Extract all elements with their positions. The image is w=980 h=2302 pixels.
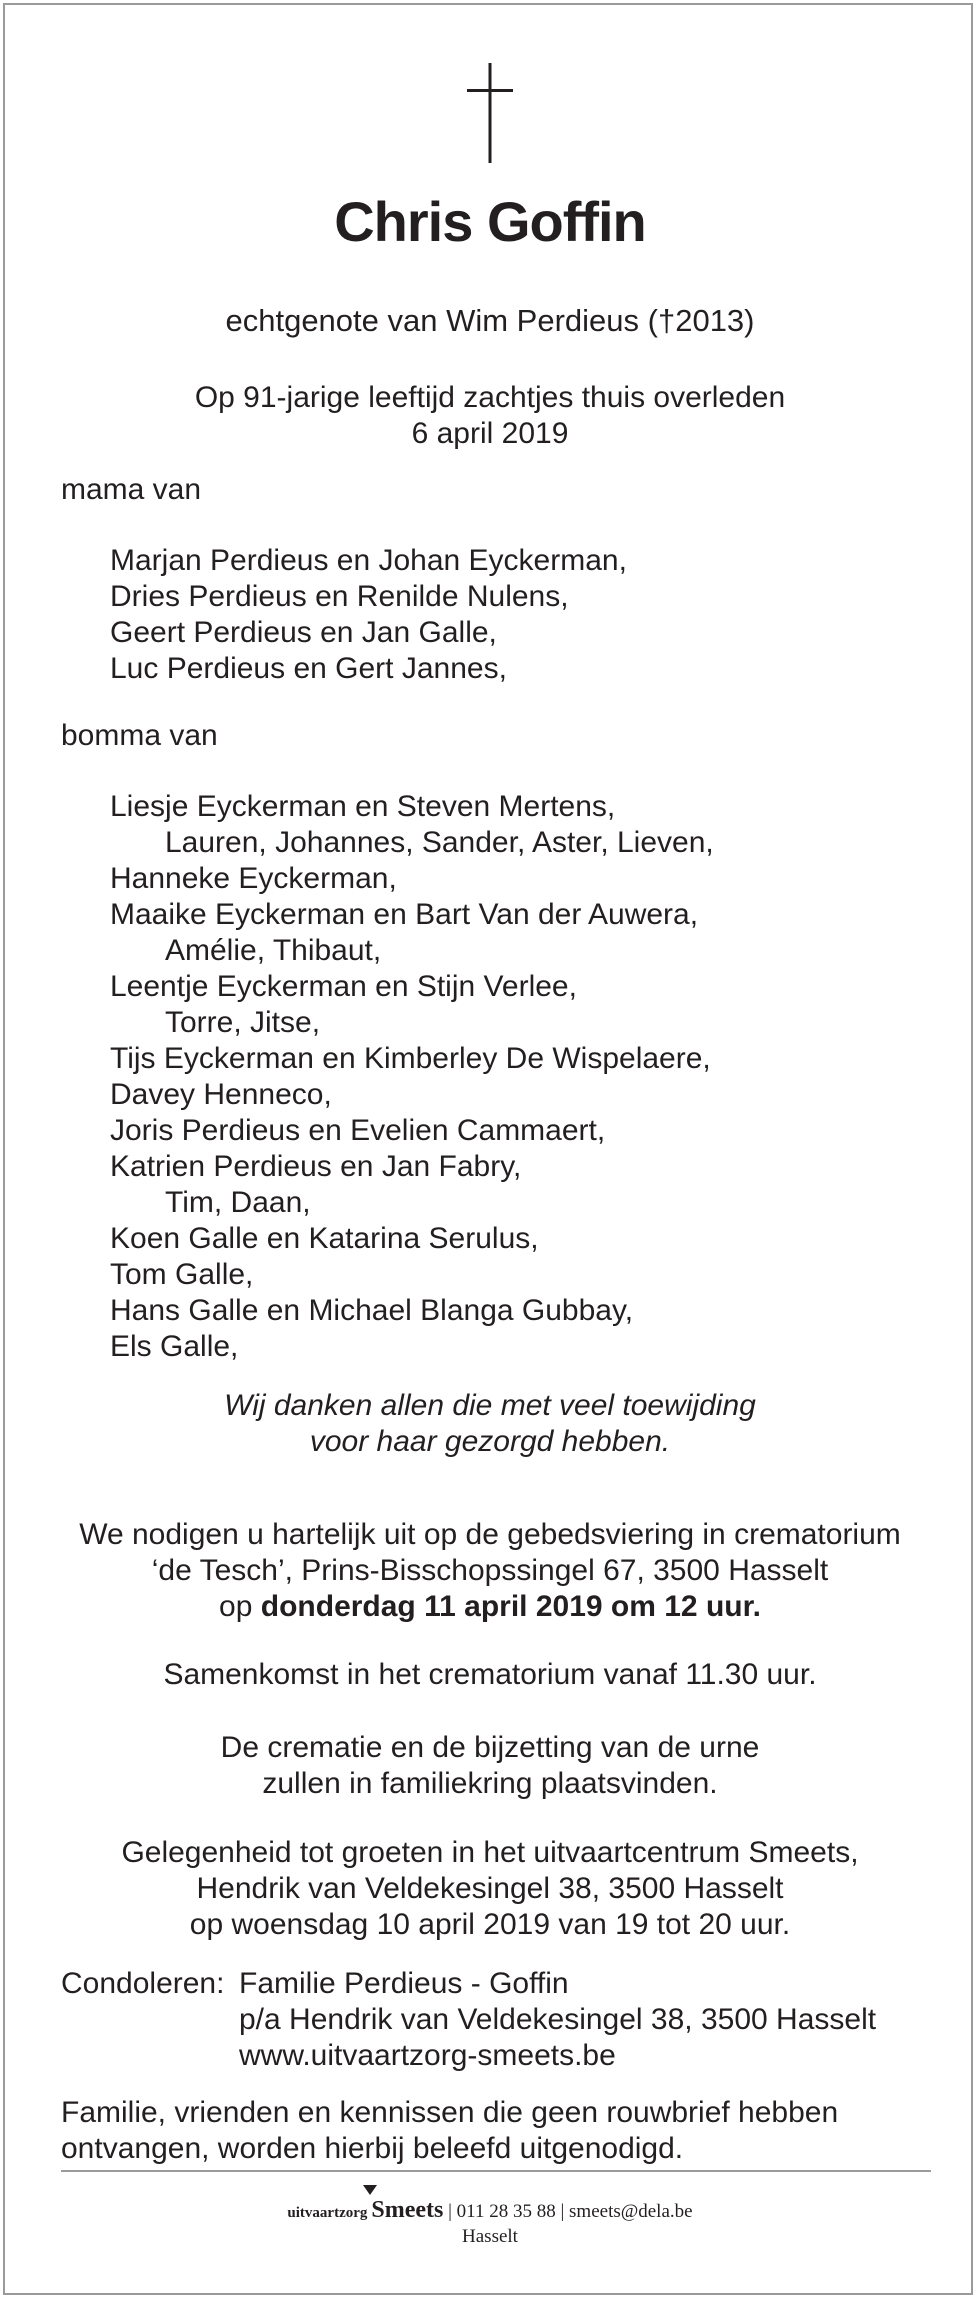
list-item: Leentje Eyckerman en Stijn Verlee, <box>110 970 577 1003</box>
visitation-line-1: Gelegenheid tot groeten in het uitvaartcentrum Smeets, <box>121 1836 859 1869</box>
list-item: Marjan Perdieus en Johan Eyckerman, <box>110 544 627 577</box>
list-item: Dries Perdieus en Renilde Nulens, <box>110 580 569 613</box>
death-line-1: Op 91-jarige leeftijd zachtjes thuis overleden <box>194 381 786 414</box>
cremation-line-2: zullen in familiekring plaatsvinden. <box>262 1767 718 1800</box>
ceremony-line-1: We nodigen u hartelijk uit op de gebedsviering in crematorium <box>79 1518 901 1551</box>
list-item: Davey Henneco, <box>110 1078 332 1111</box>
closing-line-2: ontvangen, worden hierbij beleefd uitgenodigd. <box>61 2132 684 2165</box>
death-date: 6 april 2019 <box>411 417 569 450</box>
list-item: Tim, Daan, <box>165 1186 311 1219</box>
list-item: Liesje Eyckerman en Steven Mertens, <box>110 790 616 823</box>
list-item: Hanneke Eyckerman, <box>110 862 397 895</box>
visitation-line-3: op woensdag 10 april 2019 van 19 tot 20 uur. <box>189 1908 791 1941</box>
list-item: Geert Perdieus en Jan Galle, <box>110 616 497 649</box>
ceremony-date: donderdag 11 april 2019 om 12 uur. <box>260 1590 761 1623</box>
thanks-line-2: voor haar gezorgd hebben. <box>309 1425 671 1458</box>
deceased-name: Chris Goffin <box>334 190 646 253</box>
obituary-card <box>3 3 973 2295</box>
ceremony-line-2: ‘de Tesch’, Prins-Bisschopssingel 67, 3500 Hasselt <box>151 1554 829 1587</box>
footer-contact: | 011 28 35 88 | smeets@dela.be <box>443 2201 693 2222</box>
brand-logo <box>287 2197 443 2224</box>
list-item: Amélie, Thibaut, <box>165 934 382 967</box>
condolences-website: www.uitvaartzorg-smeets.be <box>239 2039 616 2072</box>
list-item: Els Galle, <box>110 1330 239 1363</box>
thanks-line-1: Wij danken allen die met veel toewijding <box>224 1389 756 1422</box>
list-item: Torre, Jitse, <box>165 1006 321 1039</box>
list-item: Koen Galle en Katarina Serulus, <box>110 1222 539 1255</box>
grandchildren-list <box>110 789 714 1365</box>
footer-divider <box>61 2170 931 2172</box>
list-item: Hans Galle en Michael Blanga Gubbay, <box>110 1294 634 1327</box>
ceremony-date-prefix: op <box>219 1590 261 1623</box>
triangle-icon <box>363 2185 377 2195</box>
gathering-line: Samenkomst in het crematorium vanaf 11.30 uur. <box>163 1658 817 1691</box>
visitation-line-2: Hendrik van Veldekesingel 38, 3500 Hasselt <box>196 1872 784 1905</box>
ceremony-date-line <box>5 1588 975 1626</box>
brand-name: Smeets <box>371 2197 444 2223</box>
list-item: Katrien Perdieus en Jan Fabry, <box>110 1150 522 1183</box>
condolences-label: Condoleren: <box>61 1967 225 2000</box>
list-item: Joris Perdieus en Evelien Cammaert, <box>110 1114 606 1147</box>
list-item: Lauren, Johannes, Sander, Aster, Lieven, <box>165 826 714 859</box>
cremation-line-1: De crematie en de bijzetting van de urne <box>220 1731 760 1764</box>
footer <box>5 2197 975 2248</box>
children-label: mama van <box>61 473 202 506</box>
spouse-line: echtgenote van Wim Perdieus (†2013) <box>225 303 755 338</box>
condolences-address: p/a Hendrik van Veldekesingel 38, 3500 Hasselt <box>239 2003 877 2036</box>
brand-small: uitvaartzorg <box>287 2205 368 2221</box>
grandchildren-label: bomma van <box>61 719 218 752</box>
closing-line-1: Familie, vrienden en kennissen die geen rouwbrief hebben <box>61 2096 839 2129</box>
list-item: Maaike Eyckerman en Bart Van der Auwera, <box>110 898 699 931</box>
cross-icon <box>467 63 513 163</box>
children-list <box>110 543 627 687</box>
condolences-family: Familie Perdieus - Goffin <box>239 1967 569 2000</box>
list-item: Luc Perdieus en Gert Jannes, <box>110 652 507 685</box>
list-item: Tom Galle, <box>110 1258 254 1291</box>
footer-city: Hasselt <box>462 2226 518 2247</box>
list-item: Tijs Eyckerman en Kimberley De Wispelaere, <box>110 1042 711 1075</box>
